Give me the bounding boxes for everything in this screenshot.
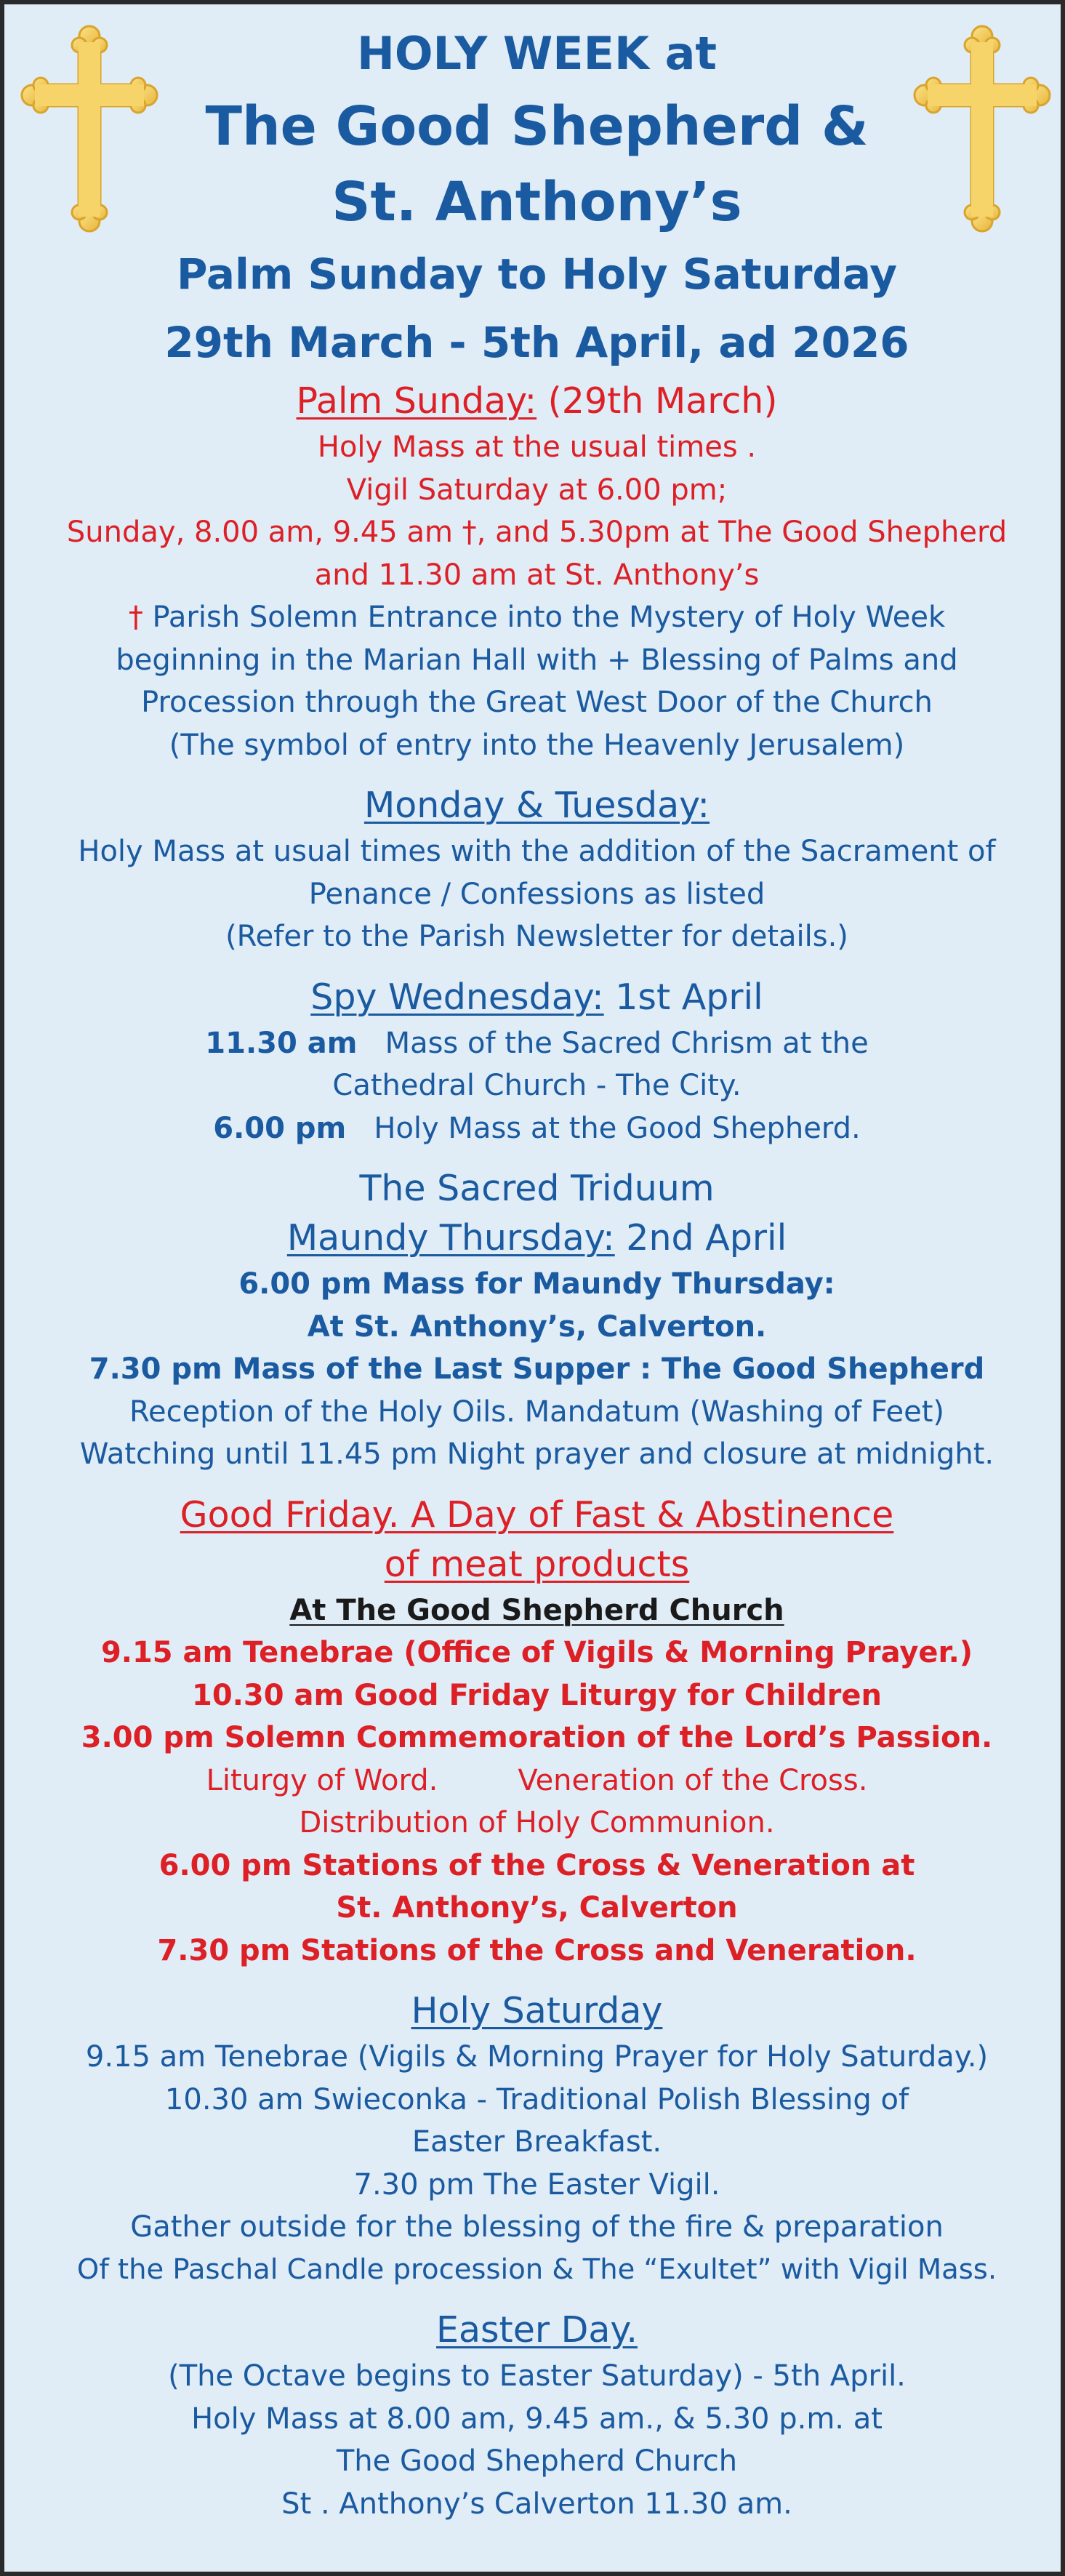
holy-saturday-line: Easter Breakfast. <box>411 2125 662 2159</box>
maundy-thursday-line: 7.30 pm Mass of the Last Supper : The Good Shepherd <box>89 1352 985 1386</box>
good-friday-line: 9.15 am Tenebrae (Office of Vigils & Morning Prayer.) <box>100 1636 973 1669</box>
header-subtitle: Palm Sunday to Holy Saturday <box>176 249 898 299</box>
maundy-thursday-line: 6.00 pm Mass for Maundy Thursday: <box>238 1267 835 1301</box>
spy-wednesday-line: 11.30 am Mass of the Sacred Chrism at the <box>205 1026 869 1060</box>
good-friday-line: 3.00 pm Solemn Commemoration of the Lord’s Passion. <box>81 1721 993 1754</box>
palm-sunday-line: Sunday, 8.00 am, 9.45 am †, and 5.30pm at The Good Shepherd <box>66 515 1008 549</box>
holy-saturday-line: 9.15 am Tenebrae (Vigils & Morning Prayer for Holy Saturday.) <box>85 2040 989 2074</box>
good-friday-heading: Good Friday. A Day of Fast & Abstinence <box>180 1493 894 1536</box>
easter-day-line: (The Octave begins to Easter Saturday) - 5th April. <box>168 2359 906 2393</box>
holy-saturday-line: 10.30 am Swieconka - Traditional Polish Blessing of <box>164 2082 909 2116</box>
palm-sunday-line: (The symbol of entry into the Heavenly Jerusalem) <box>169 728 905 762</box>
maundy-thursday-line: At St. Anthony’s, Calverton. <box>307 1309 767 1344</box>
palm-sunday-line: † Parish Solemn Entrance into the Mystery of Holy Week <box>128 601 946 634</box>
maundy-thursday-heading: Maundy Thursday: 2nd April <box>286 1217 787 1259</box>
good-friday-line: 6.00 pm Stations of the Cross & Veneration at <box>158 1848 915 1882</box>
palm-sunday-heading: Palm Sunday: (29th March) <box>296 380 778 422</box>
mon-tue-line: Penance / Confessions as listed <box>308 877 765 911</box>
maundy-thursday-line: Reception of the Holy Oils. Mandatum (Washing of Feet) <box>129 1395 945 1429</box>
holy-saturday-line: Gather outside for the blessing of the fire & preparation <box>130 2210 944 2244</box>
good-friday-location: At The Good Shepherd Church <box>289 1593 784 1627</box>
good-friday-line: Liturgy of Word. Veneration of the Cross. <box>206 1763 868 1797</box>
holy-saturday-line: 7.30 pm The Easter Vigil. <box>353 2167 720 2202</box>
holy-saturday-heading: Holy Saturday <box>411 1990 663 2031</box>
easter-day-line: St . Anthony’s Calverton 11.30 am. <box>281 2487 792 2521</box>
palm-sunday-line: Holy Mass at the usual times . <box>317 430 757 464</box>
good-friday-line: 10.30 am Good Friday Liturgy for Children <box>192 1678 882 1712</box>
spy-wednesday-heading: Spy Wednesday: 1st April <box>310 976 763 1018</box>
easter-day-heading: Easter Day. <box>436 2309 638 2351</box>
header-holy-week: HOLY WEEK at <box>356 27 718 80</box>
good-friday-line: St. Anthony’s, Calverton <box>336 1891 738 1925</box>
good-friday-heading-2: of meat products <box>384 1543 690 1585</box>
spy-wednesday-line: Cathedral Church - The City. <box>332 1069 742 1102</box>
palm-sunday-line: beginning in the Marian Hall with + Blessing of Palms and <box>116 643 958 677</box>
mon-tue-line: (Refer to the Parish Newsletter for details.) <box>225 920 848 953</box>
header-parish-name-2: St. Anthony’s <box>331 171 742 233</box>
mon-tue-heading: Monday & Tuesday: <box>363 785 710 826</box>
dagger-mark: † <box>128 601 143 634</box>
triduum-title: The Sacred Triduum <box>359 1168 715 1209</box>
spy-wednesday-line: 6.00 pm Holy Mass at the Good Shepherd. <box>213 1111 861 1145</box>
holy-saturday-line: Of the Paschal Candle procession & The “Exultet” with Vigil Mass. <box>76 2252 997 2286</box>
good-friday-line: 7.30 pm Stations of the Cross and Veneration. <box>157 1933 917 1967</box>
palm-sunday-line: and 11.30 am at St. Anthony’s <box>314 558 760 592</box>
easter-day-line: The Good Shepherd Church <box>336 2444 738 2478</box>
maundy-thursday-line: Watching until 11.45 pm Night prayer and closure at midnight. <box>79 1437 994 1471</box>
palm-sunday-line: Procession through the Great West Door of the Church <box>141 686 933 719</box>
mon-tue-line: Holy Mass at usual times with the addition of the Sacrament of <box>78 835 996 868</box>
palm-sunday-line: Vigil Saturday at 6.00 pm; <box>346 473 728 507</box>
good-friday-line: Distribution of Holy Communion. <box>299 1806 775 1839</box>
header-dates: 29th March - 5th April, ad 2026 <box>164 318 909 367</box>
poster-content <box>33 19 1040 2525</box>
header-parish-name: The Good Shepherd & <box>205 95 869 158</box>
easter-day-line: Holy Mass at 8.00 am, 9.45 am., & 5.30 p.m. at <box>191 2402 883 2436</box>
